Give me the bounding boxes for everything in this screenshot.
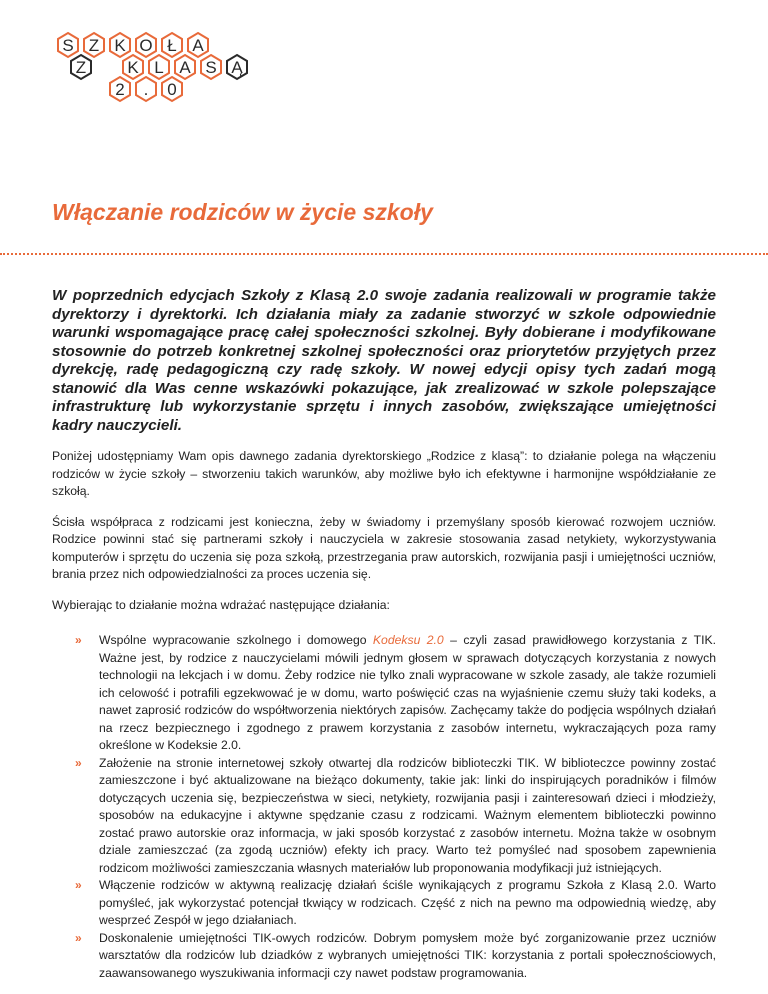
logo-letter: S [205,58,217,77]
bullet-icon: » [75,755,82,770]
bullet-icon: » [75,878,82,892]
kodeks-link[interactable]: Kodeksu 2.0 [372,633,444,647]
logo-letter: A [192,36,204,55]
actions-list [52,632,716,982]
article-body [52,287,716,982]
page-title: Włączanie rodziców w życie szkoły [52,199,433,225]
bullet-icon: » [75,633,82,647]
list-item-text: Doskonalenie umiejętności TIK-owych rodziców. Dobrym pomysłem może być zorganizowanie przez uczniów warsztatów dla rodziców lub dziadków z wybranych umiejętności TIK: korzystania z portali społecznościowych, zaawansowanego wyszukiwania informacji czy nawet podstaw programowania. [99,930,716,980]
logo-letter: A [179,58,191,77]
logo-letter: S [62,36,74,55]
paragraph-actions-intro: Wybierając to działanie można wdrażać następujące działania: [52,597,390,612]
logo-letter: Z [75,58,87,77]
bullet-icon: » [75,930,82,945]
lead-paragraph: W poprzednich edycjach Szkoły z Klasą 2.0 swoje zadania realizowali w programie także dyrektorzy i dyrektorki. Ich działania miały za zadanie stworzyć w szkole odpowiednie warunki wspomagające pracę całej społeczności szkolnej. Były dobierane i modyfikowane stosownie do potrzeb konkretnej szkolnej społeczności oraz priorytetów przyjętych przez dyrekcję, radę pedagogiczną czy radę szkoły. W nowej edycji opisy tych zadań mogą stanowić dla Was cenne wskazówki pokazujące, jak zrealizować w szkole polepszające infrastrukturę lub wykorzystanie sprzętu i innych zasobów, zwiększające umiejętności kadry nauczycieli. [52,287,716,434]
list-item-text: Włączenie rodziców w aktywną realizację działań ściśle wynikających z programu Szkoła z Klasą 2.0. Warto pomyśleć, jak wykorzystać potencjał tkwiący w rodzicach. Część z nich na pewno ma odpowiednią wiedzę, aby wesprzeć Zespół w jego działaniach. [99,878,716,927]
list-item-text: Założenie na stronie internetowej szkoły otwartej dla rodziców biblioteczki TIK. W biblioteczce powinny zostać zamieszczone i być aktualizowane na bieżąco dokumenty, takie jak: linki do inspirujących poradników i filmów dotyczących uczenia się, bezpieczeństwa w sieci, netykiety, rozwijania pasji i zainteresowań dzieci i młodzieży, sposobów na edukacyjne i aktywne spędzanie czasu z rodzicami. Ważnym elementem biblioteczki powinno zostać prawo autorskie oraz informacja, w jaki sposób korzystać z zasobów internetu. Można także w osobnym dziale zamieszczać (za zgodą uczniów) efekty ich pracy. Warto też pomyśleć nad sposobem zapewnienia rodzicom możliwości zamieszczania własnych materiałów lub proponowania modyfikacji już istniejących. [99,755,716,875]
list-item-text: Wspólne wypracowanie szkolnego i domowego [99,633,373,647]
list-item [52,930,716,983]
logo-letter: Ą [231,58,243,77]
list-item [52,632,716,755]
logo-letter: O [139,36,153,55]
list-item [52,877,716,930]
logo-letter: Z [88,36,100,55]
logo-letter: K [114,36,126,55]
paragraph-cooperation: Ścisła współpraca z rodzicami jest konieczna, żeby w świadomy i przemyślany sposób kierować rozwojem uczniów. Rodzice powinni stać się partnerami szkoły i nauczyciela w zakresie stosowania zasad netykiety, wykorzystywania komputerów i sprzętu do uczenia się poza szkołą, przestrzegania praw autorskich, rozwijania pasji i umiejętności uczniów, brania przez nich odpowiedzialności za proces uczenia się. [52,514,716,581]
logo-letter: . [143,80,149,99]
logo-letter: 0 [167,80,177,99]
logo-letter: K [127,58,139,77]
paragraph-intro: Poniżej udostępniamy Wam opis dawnego zadania dyrektorskiego „Rodzice z klasą”: to działanie polega na włączeniu rodziców w życie szkoły – stworzeniu takich warunków, aby możliwe było ich efektywne i harmonijne współdziałanie ze szkołą. [52,449,716,498]
logo-letter: 2 [115,80,125,99]
title-divider [0,253,768,255]
logo-letter: L [154,58,164,77]
list-item [52,755,716,878]
szkola-z-klasa-logo [52,30,292,125]
list-item-text: – czyli zasad prawidłowego korzystania z TIK. Ważne jest, by rodzice z nauczycielami mówili jednym głosem w sprawach dotyczących korzystania z nowych technologii na lekcjach i w domu. Żeby rodzice nie tylko znali wypracowane w szkole zasady, ale także rozumieli ich celowość i potrafili egzekwować je w domu, warto poświęcić czas na wyjaśnienie czemu służy taki kodeks, a nawet zaprosić rodziców do współtworzenia niektórych zapisów. Zachęcamy także do podjęcia wspólnych działań na rzecz bezpiecznego i zgodnego z prawem korzystania z zasobów internetu, wykraczających poza ramy określone w Kodeksie 2.0. [99,633,716,752]
logo-letter: Ł [167,36,177,55]
